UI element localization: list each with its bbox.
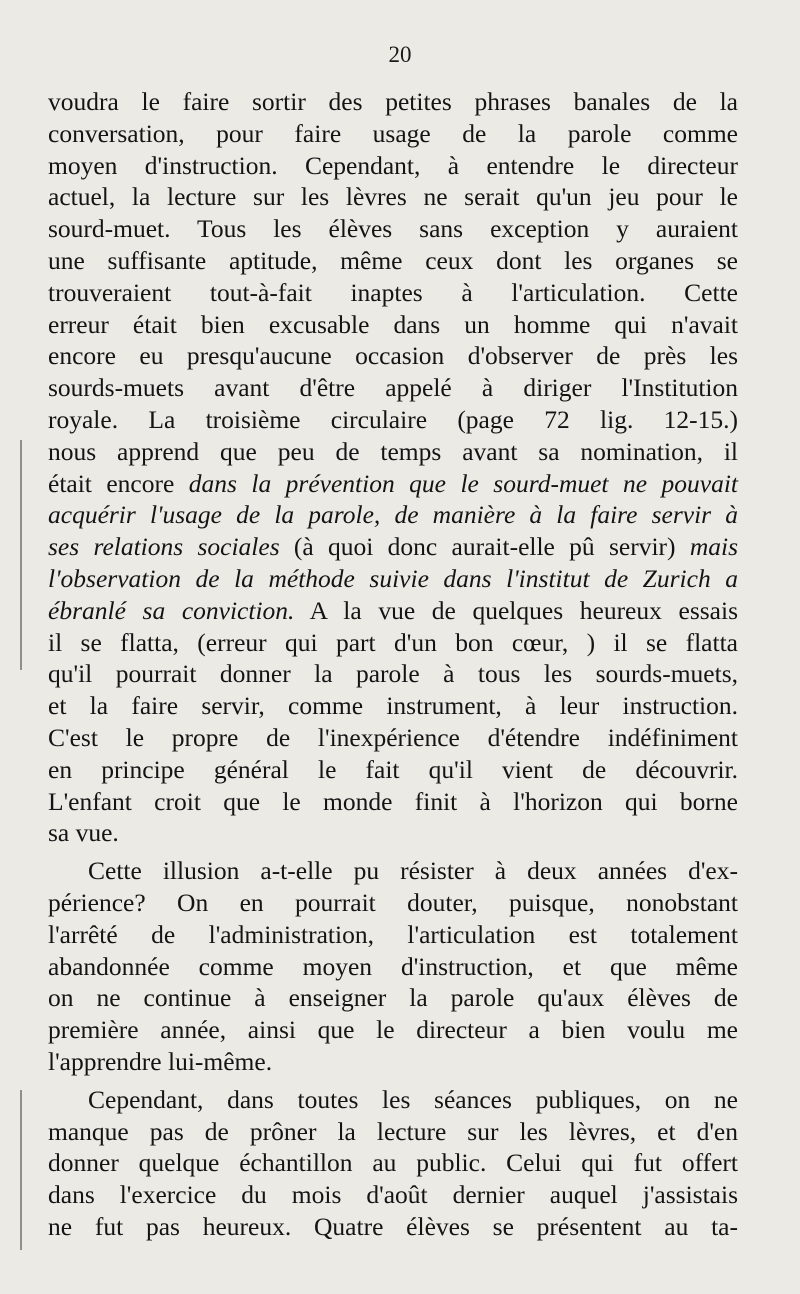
line-text: et la faire servir, comme instrument, à leur instruction.	[48, 691, 738, 721]
body-text	[48, 86, 738, 1243]
line-text: première année, ainsi que le directeur a bien voulu me	[48, 1015, 738, 1045]
italic-text: acquérir l'usage de la parole, de manière à la faire servir à	[48, 500, 738, 530]
text-line	[48, 563, 738, 595]
text-line	[48, 436, 738, 468]
line-text: il se flatta, (erreur qui part d'un bon cœur, ) il se flatta	[48, 627, 738, 657]
italic-text: ébranlé sa conviction.	[48, 595, 295, 625]
line-text: l'arrêté de l'administration, l'articulation est totalement	[48, 919, 738, 949]
text-line	[48, 531, 738, 563]
page-number: 20	[388, 42, 412, 67]
text-line	[48, 1211, 738, 1243]
text-line	[48, 245, 738, 277]
line-text: sourds-muets avant d'être appelé à diriger l'Institution	[48, 373, 738, 403]
text-line	[48, 499, 738, 531]
text-line	[48, 627, 738, 659]
line-text: trouveraient tout-à-fait inaptes à l'articulation. Cette	[48, 277, 738, 307]
line-text: sa vue.	[48, 818, 119, 848]
line-text: qu'il pourrait donner la parole à tous les sourds-muets,	[48, 659, 738, 689]
text-line	[48, 722, 738, 754]
text-line	[48, 951, 738, 983]
line-text: dans l'exercice du mois d'août dernier auquel j'assistais	[48, 1180, 738, 1210]
text-line	[48, 181, 738, 213]
line-text: A la vue de quelques heureux essais	[294, 595, 739, 625]
text-line	[48, 1084, 738, 1116]
line-text: sourd-muet. Tous les élèves sans exception y auraient	[48, 214, 738, 244]
line-text: ne fut pas heureux. Quatre élèves se présentent au ta-	[48, 1211, 738, 1241]
line-text: actuel, la lecture sur les lèvres ne serait qu'un jeu pour le	[48, 182, 738, 212]
text-line	[48, 1147, 738, 1179]
text-line	[48, 754, 738, 786]
margin-mark	[20, 1090, 22, 1250]
text-line	[48, 855, 738, 887]
line-text: en principe général le fait qu'il vient de découvrir.	[48, 754, 738, 784]
line-text: voudra le faire sortir des petites phrases banales de la	[48, 87, 738, 116]
text-line	[48, 468, 738, 500]
text-line	[48, 309, 738, 341]
text-line	[48, 786, 738, 818]
line-text: manque pas de prôner la lecture sur les lèvres, et d'en	[48, 1116, 738, 1146]
text-line	[48, 404, 738, 436]
italic-text: l'observation de la méthode suivie dans l'institut de Zurich a	[48, 563, 738, 593]
line-text: C'est le propre de l'inexpérience d'étendre indéfiniment	[48, 722, 738, 752]
text-line	[48, 658, 738, 690]
text-line	[48, 150, 738, 182]
line-text: abandonnée comme moyen d'instruction, et que même	[48, 951, 738, 981]
text-line	[48, 1116, 738, 1148]
text-line	[48, 277, 738, 309]
text-line	[48, 919, 738, 951]
text-line	[48, 1046, 738, 1078]
text-line	[48, 887, 738, 919]
text-line	[48, 372, 738, 404]
line-text: l'apprendre lui-même.	[48, 1046, 273, 1076]
text-line	[48, 690, 738, 722]
line-text: Cette illusion a-t-elle pu résister à deux années d'ex-	[88, 856, 738, 886]
line-text: donner quelque échantillon au public. Celui qui fut offert	[48, 1148, 738, 1178]
line-text: (à quoi donc aurait-elle pû servir)	[279, 532, 690, 562]
text-line	[48, 982, 738, 1014]
line-text: conversation, pour faire usage de la parole comme	[48, 118, 738, 148]
line-text: on ne continue à enseigner la parole qu'aux élèves de	[48, 983, 738, 1013]
italic-text: ses relations sociales	[48, 532, 280, 562]
italic-text: mais	[689, 532, 739, 562]
text-line	[48, 118, 738, 150]
text-line	[48, 817, 738, 849]
italic-text: dans la prévention que le sourd-muet ne pouvait	[188, 468, 738, 498]
line-text: moyen d'instruction. Cependant, à entendre le directeur	[48, 150, 738, 180]
line-text: royale. La troisième circulaire (page 72 lig. 12-15.)	[48, 404, 738, 434]
text-line	[48, 1179, 738, 1211]
margin-mark	[20, 440, 22, 670]
line-text: encore eu presqu'aucune occasion d'observer de près les	[48, 341, 738, 371]
line-text: une suffisante aptitude, même ceux dont les organes se	[48, 245, 738, 275]
line-text: périence? On en pourrait douter, puisque, nonobstant	[48, 887, 738, 917]
line-text: L'enfant croit que le monde finit à l'horizon qui borne	[48, 786, 738, 816]
text-line	[48, 595, 738, 627]
text-line	[48, 213, 738, 245]
line-text: Cependant, dans toutes les séances publiques, on ne	[88, 1084, 738, 1114]
line-text: était encore	[48, 468, 189, 498]
line-text: erreur était bien excusable dans un homme qui n'avait	[48, 309, 738, 339]
line-text: nous apprend que peu de temps avant sa nomination, il	[48, 436, 738, 466]
text-line	[48, 340, 738, 372]
text-line	[48, 1014, 738, 1046]
text-line	[48, 86, 738, 118]
